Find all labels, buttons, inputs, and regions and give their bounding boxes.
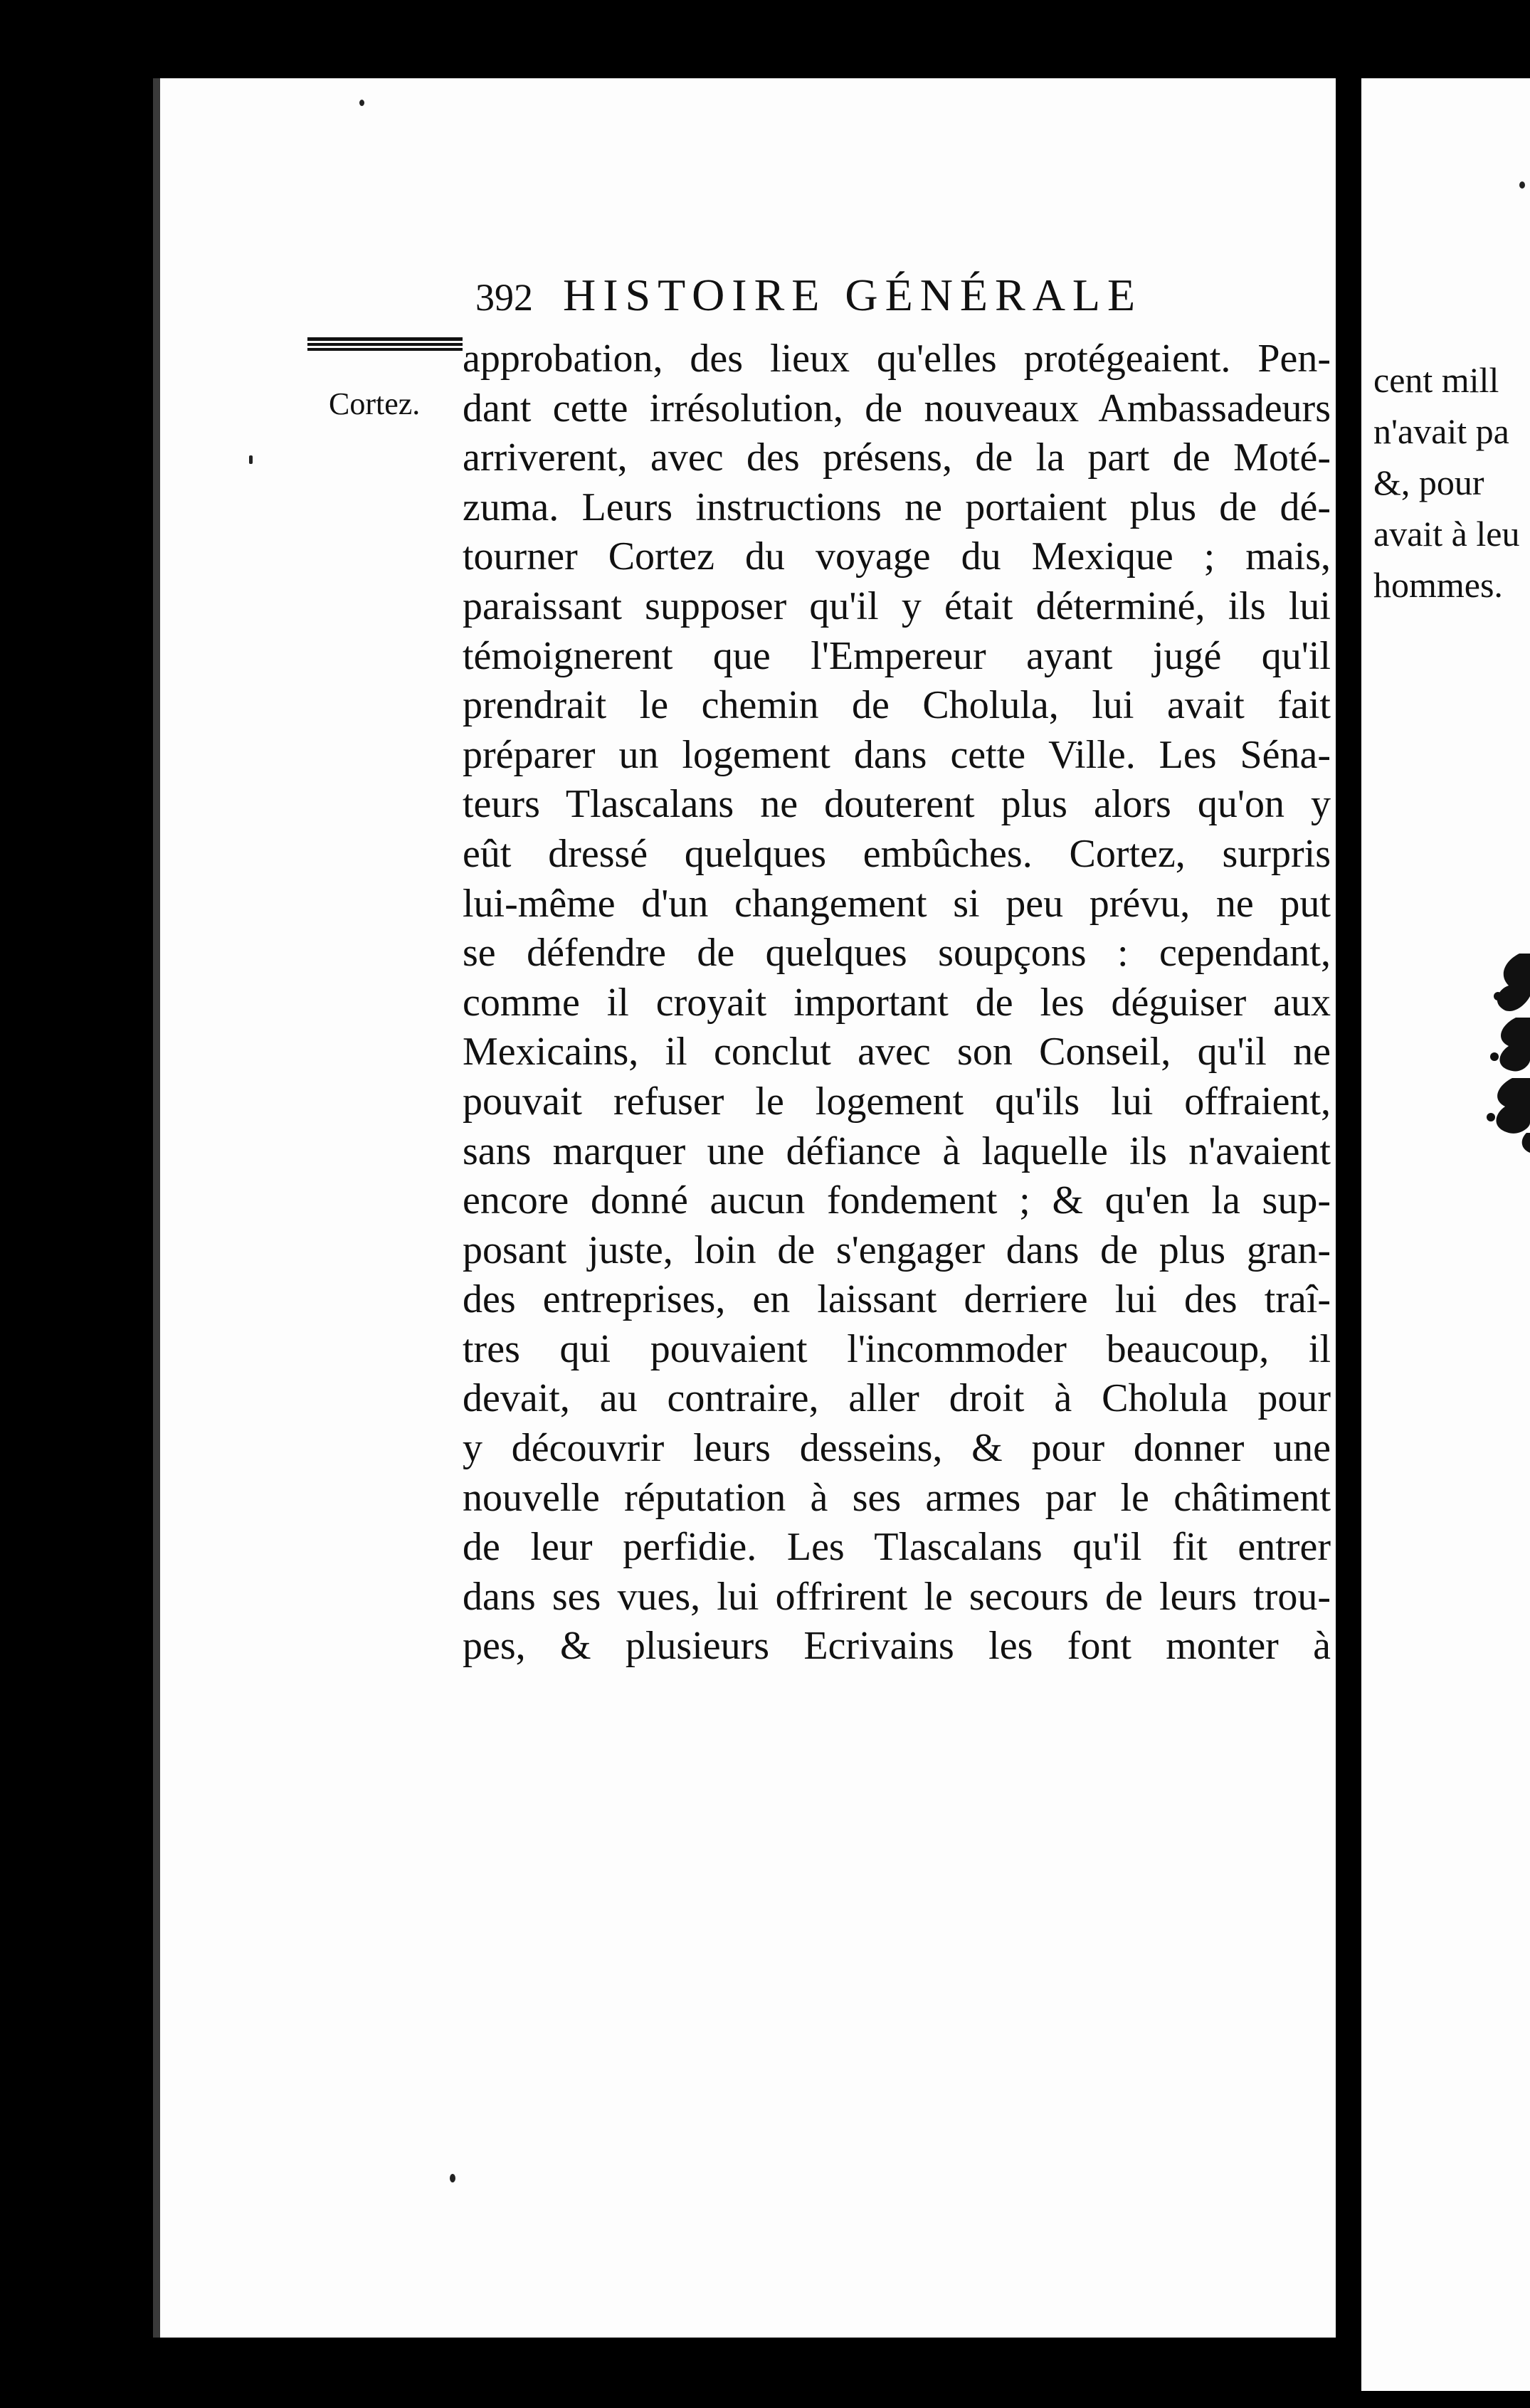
text-line: comme il croyait important de les déguiser aux [463,980,1331,1025]
body-text [463,334,1331,1672]
text-line: préparer un logement dans cette Ville. Les Séna- [463,732,1331,777]
text-line: eût dressé quelques embûches. Cortez, surpris [463,831,1331,876]
text-line: prendrait le chemin de Cholula, lui avait fait [463,683,1331,728]
text-line: pes, & plusieurs Ecrivains les font monter à [463,1624,1331,1669]
margin-note: Cortez. [329,386,421,421]
right-text-line: avait à leu [1373,514,1520,554]
text-line: de leur perfidie. Les Tlascalans qu'il fit entrer [463,1525,1331,1570]
text-line: y découvrir leurs desseins, & pour donner une [463,1426,1331,1471]
text-line: tourner Cortez du voyage du Mexique ; mais, [463,534,1331,579]
header-title: HISTOIRE GÉNÉRALE [563,270,1143,320]
margin-ornament-rule [307,337,463,353]
scan-speck [1519,181,1525,189]
scan-speck [359,100,364,106]
text-line: teurs Tlascalans ne douterent plus alors qu'on y [463,782,1331,827]
right-text-line: &, pour [1373,463,1484,502]
text-line: dant cette irrésolution, de nouveaux Ambassadeurs [463,386,1331,431]
right-text-line: hommes. [1373,565,1503,605]
fleuron-ornament-icon [1477,946,1530,1153]
text-line: se défendre de quelques soupçons : cependant, [463,931,1331,976]
page-number: 392 [475,276,533,319]
text-line: approbation, des lieux qu'elles protégeaient. Pen- [463,337,1331,381]
text-line: zuma. Leurs instructions ne portaient plus de dé- [463,485,1331,529]
text-line: encore donné aucun fondement ; & qu'en la sup- [463,1178,1331,1223]
text-line: devait, au contraire, aller droit à Cholula pour [463,1376,1331,1421]
text-line: paraissant supposer qu'il y était déterminé, ils lui [463,583,1331,628]
text-line: des entreprises, en laissant derriere lui des traî- [463,1277,1331,1322]
text-line: témoignerent que l'Empereur ayant jugé qu'il [463,633,1331,678]
right-page-text [1373,354,1530,611]
text-line: posant juste, loin de s'engager dans de plus gran- [463,1227,1331,1272]
text-line: dans ses vues, lui offrirent le secours de leurs trou- [463,1574,1331,1619]
right-text-line: n'avait pa [1373,411,1509,451]
scan-speck [249,455,253,464]
text-line: nouvelle réputation à ses armes par le châtiment [463,1475,1331,1520]
text-line: sans marquer une défiance à laquelle ils n'avaient [463,1129,1331,1173]
page-left-edge [153,78,160,2338]
right-text-line: cent mill [1373,360,1499,400]
book-gutter [1336,78,1361,2362]
text-line: Mexicains, il conclut avec son Conseil, qu'il ne [463,1030,1331,1074]
scan-speck [450,2174,455,2182]
text-line: tres qui pouvaient l'incommoder beaucoup, il [463,1326,1331,1371]
text-line: lui-même d'un changement si peu prévu, ne put [463,881,1331,926]
running-head [475,269,1265,322]
text-line: pouvait refuser le logement qu'ils lui offraient, [463,1079,1331,1124]
text-line: arriverent, avec des présens, de la part de Moté- [463,435,1331,480]
